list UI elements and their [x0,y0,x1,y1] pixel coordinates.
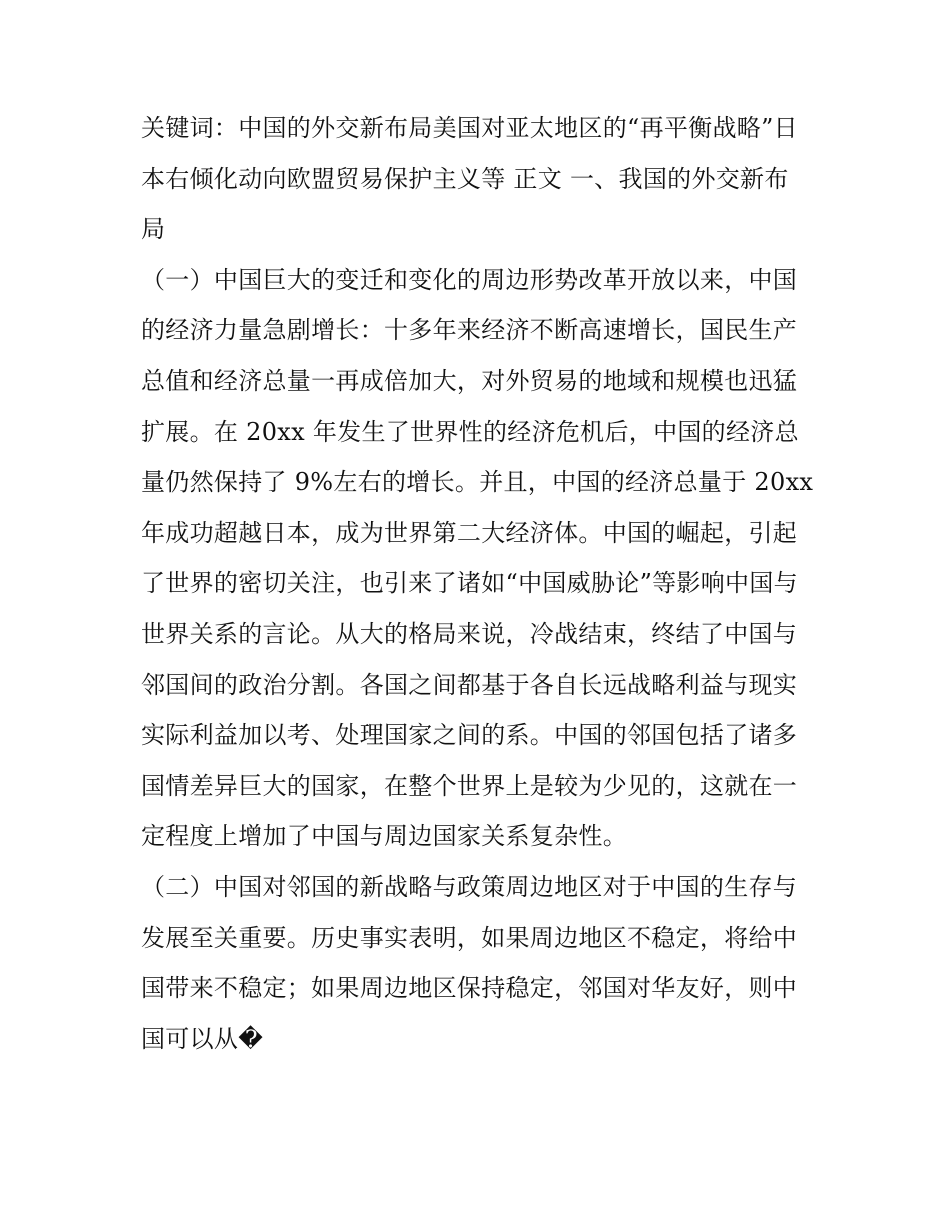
text-line: 国情差异巨大的国家，在整个世界上是较为少见的，这就在一 [141,771,798,800]
text-line: 局 [141,215,166,244]
text-line: （二）中国对邻国的新战略与政策周边地区对于中国的生存与 [141,872,798,901]
text-line: 国带来不稳定；如果周边地区保持稳定，邻国对华友好，则中 [141,974,798,1003]
text-line: 发展至关重要。历史事实表明，如果周边地区不稳定，将给中 [141,923,798,952]
text-line: 年成功超越日本，成为世界第二大经济体。中国的崛起，引起 [141,518,798,547]
text-line: 定程度上增加了中国与周边国家关系复杂性。 [141,822,627,851]
text-line: （一）中国巨大的变迁和变化的周边形势改革开放以来，中国 [141,265,798,294]
text-line: 世界关系的言论。从大的格局来说，冷战结束，终结了中国与 [141,619,798,648]
text-line: 量仍然保持了 9%左右的增长。并且，中国的经济总量于 20xx [141,468,814,497]
document-body [141,103,816,1064]
text-line: 总值和经济总量一再成倍加大，对外贸易的地域和规模也迅猛 [141,366,798,395]
text-line: 了世界的密切关注，也引来了诸如“中国威胁论”等影响中国与 [141,569,798,598]
text-line: 扩展。在 20xx 年发生了世界性的经济危机后，中国的经济总 [141,417,799,446]
text-line: 国可以从� [141,1024,264,1053]
text-line: 邻国间的政治分割。各国之间都基于各自长远战略利益与现实 [141,670,798,699]
text-line: 关键词：中国的外交新布局美国对亚太地区的“再平衡战略”日 [141,114,798,142]
text-line: 实际利益加以考、处理国家之间的系。中国的邻国包括了诸多 [141,721,798,750]
text-line: 的经济力量急剧增长：十多年来经济不断高速增长，国民生产 [141,316,798,345]
text-line: 本右倾化动向欧盟贸易保护主义等 正文 一、我国的外交新布 [141,164,789,193]
